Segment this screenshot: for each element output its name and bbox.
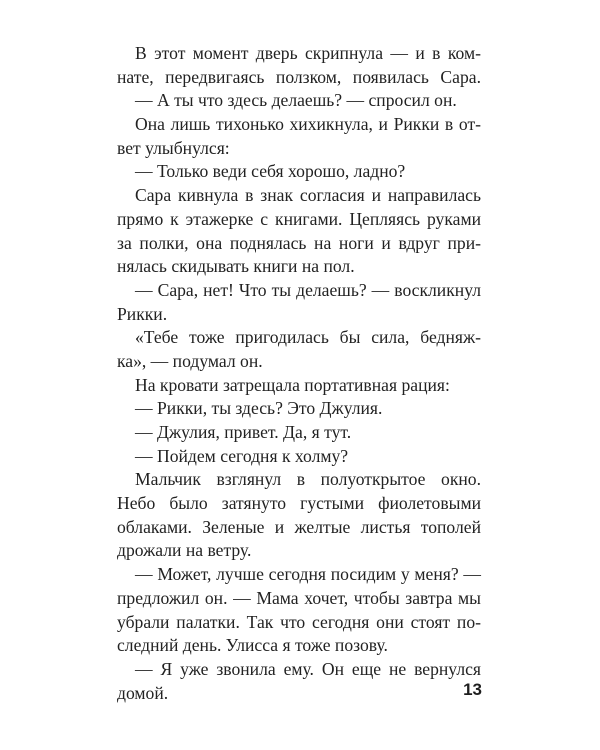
text-line: предложил он. — Мама хочет, чтобы завтра мы: [117, 587, 481, 608]
page-number: 13: [463, 680, 482, 699]
text-line: «Тебе тоже пригодилась бы сила, бедняж-: [135, 327, 481, 348]
text-line: ка», — подумал он.: [117, 350, 263, 371]
text-line: за полки, она поднялась на ноги и вдруг при-: [117, 232, 481, 253]
text-line: облаками. Зеленые и желтые листья тополей: [117, 516, 481, 537]
text-line: дрожали на ветру.: [117, 540, 252, 561]
text-line: следний день. Улисса я тоже позову.: [117, 635, 388, 656]
text-line: Рикки.: [117, 303, 168, 324]
text-line: Небо было затянуто густыми фиолетовыми: [117, 493, 481, 514]
text-line: На кровати затрещала портативная рация:: [135, 374, 450, 395]
text-line: В этот момент дверь скрипнула — и в ком-: [135, 43, 481, 63]
text-line: — Только веди себя хорошо, ладно?: [135, 161, 406, 182]
text-line: прямо к этажерке с книгами. Цепляясь руками: [117, 208, 481, 229]
text-line: Мальчик взглянул в полуоткрытое окно.: [135, 469, 481, 490]
text-line: — Рикки, ты здесь? Это Джулия.: [135, 398, 383, 419]
text-line: Она лишь тихонько хихикнула, и Рикки в от-: [135, 114, 481, 135]
text-line: Сара кивнула в знак согласия и направилась: [135, 185, 481, 206]
text-line: — А ты что здесь делаешь? — спросил он.: [135, 90, 457, 111]
text-line: нате, передвигаясь ползком, появилась Сара.: [117, 66, 481, 87]
text-line: домой.: [117, 682, 169, 703]
text-line: вет улыбнулся:: [117, 137, 230, 158]
text-line: нялась скидывать книги на пол.: [117, 256, 355, 277]
text-line: убрали палатки. Так что сегодня они стоят по-: [117, 611, 481, 632]
text-line: — Джулия, привет. Да, я тут.: [135, 422, 352, 442]
text-line: — Пойдем сегодня к холму?: [135, 445, 349, 466]
text-line: — Я уже звонила ему. Он еще не вернулся: [135, 658, 481, 679]
text-line: — Сара, нет! Что ты делаешь? — воскликнул: [135, 279, 481, 300]
text-line: — Может, лучше сегодня посидим у меня? —: [135, 564, 481, 585]
body-text: [117, 42, 481, 705]
